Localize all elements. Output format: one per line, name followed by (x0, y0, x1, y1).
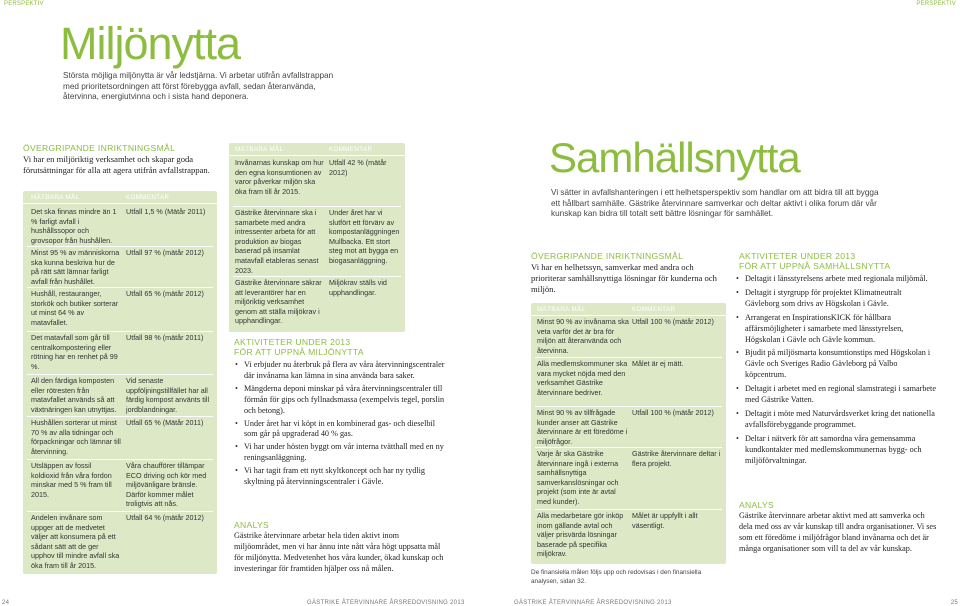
table-row-goal: Minst 95 % av människorna ska kunna beskriva hur de på rätt sätt lämnar farligt avfall från hushållet. (31, 248, 120, 286)
table-row-goal: Alla medlemskommuner ska vara mycket nöjda med den verksamhet Gästrike återvinnare bedriver. (537, 359, 628, 397)
table-row-comment: Miljökrav ställs vid upphandlingar. (329, 278, 387, 297)
col-head-comment: KOMMENTAR (329, 146, 373, 153)
table-row-goal: Hushållen sorterar ut minst 70 % av alla tidningar och förpackningar och lämnar till återvinning. (31, 418, 121, 456)
table-row-comment: Under året har vi slutfört ett förvärv av kompostanläggningen Mullbacka. Ett stort steg mot att bygga en biogasanläggning. (329, 208, 400, 265)
list-item: • Vi har under hösten byggt om vår interna tvätthall med en ny reningsanläggning. (234, 442, 446, 464)
table-row-goal: Andelen invånare som uppger att de medvetet väljer att konsumera på ett sådant sätt att de ger upphov till mindre avfall ska öka fram till år 2015. (31, 513, 120, 570)
table-row-comment: Vid senaste uppföljningstillfället har all färdig kompost använts till jordblandningar. (126, 376, 210, 414)
analysis-heading-right: ANALYS (739, 500, 775, 510)
list-item: • Mängderna deponi minskar på våra återvinningscentraler till förmån för gips och fyllnadsmassa (exempelvis tegel, porslin och betong). (234, 384, 446, 417)
goal-text-left: Vi har en miljöriktig verksamhet och skapar goda förutsättningar för alla att agera utifrån avfallstrappan. (23, 154, 210, 175)
page-number-left: 24 (2, 600, 10, 606)
list-item: • Vi har tagit fram ett nytt skyltkoncept och har ny tydlig skyltning på återvinningscentraler i Gävle. (234, 466, 446, 488)
table-row-goal: All den färdiga komposten eller rötresten från matavfallet används så att växtnäringen kan utnyttjas. (31, 376, 117, 414)
page-title-miljonytta: Miljönytta (60, 18, 241, 69)
col-head-comment: KOMMENTAR (126, 194, 170, 201)
section-tag-right: PERSPEKTIV (916, 1, 956, 7)
table-row-comment: Våra chaufförer tillämpar ECO driving och kör med miljövänligare bränsle. Därför kommer målet troligtvis att nås. (126, 461, 207, 509)
table-row-comment: Utfall 97 % (mätår 2012) (126, 248, 204, 257)
table-row-comment: Målet är uppfyllt i allt väsentligt. (632, 511, 698, 530)
analysis-text-left: Gästrike återvinnare arbetar hela tiden aktivt inom miljöområdet, men vi har ännu inte nått våra högt uppsatta mål för miljönytta. Medvetenhet hos våra kunder, ökad kunskap och investeringar för framtiden hjälper oss nå målen. (234, 531, 444, 573)
activities-heading-left: AKTIVITETER UNDER 2013 FÖR ATT UPPNÅ MILJÖNYTTA (234, 337, 364, 357)
activities-heading-right: AKTIVITETER UNDER 2013 FÖR ATT UPPNÅ SAMHÄLLSNYTTA (739, 251, 891, 271)
table-row-goal: Utsläppen av fossil koldioxid från våra fordon minskar med 5 % fram till 2015. (31, 461, 112, 499)
table-row-comment: Utfall 64 % (mätår 2012) (126, 513, 204, 522)
footer-text-left: GÄSTRIKE ÅTERVINNARE ÅRSREDOVISNING 2013 (307, 600, 465, 606)
table-row-goal: Minst 90 % av invånarna ska veta varför det är bra för miljön att återanvända och återvinna. (537, 317, 629, 355)
table-row-goal: Gästrike återvinnare säkrar att leverantörer har en miljöriktig verksamhet genom att ställa miljökrav i upphandlingar. (235, 278, 322, 326)
table-row-goal: Varje år ska Gästrike återvinnare ingå i externa samhällsnyttiga samverkanslösningar och projekt (som inte är avtal med kunder). (537, 449, 619, 506)
list-item: • Arrangerat en InspirationsKICK för hållbara affärsmöjligheter i samarbete med länsstyrelsen, Högskolan i Gävle och Gävle kommun. (735, 313, 937, 346)
table-row-goal: Hushåll, restauranger, storkök och butiker sorterar ut minst 64 % av matavfallet. (31, 289, 119, 327)
table-row-comment: Utfall 98 % (mätår 2011) (126, 333, 204, 342)
col-head-goals: MÄTBARA MÅL (537, 306, 586, 313)
section-tag-left: PERSPEKTIV (4, 1, 44, 7)
table-row-goal: Minst 90 % av tillfrågade kunder anser att Gästrike återvinnare är ett föredöme i miljöfrågor. (537, 408, 628, 446)
goal-text-right: Vi har en helhetssyn, samverkar med andra och prioriterar samhällsnyttiga lösningar för kunderna och miljön. (531, 262, 717, 294)
table-row-comment: Utfall 100 % (mätår 2012) (632, 408, 714, 417)
table-row-goal: Det matavfall som går till centralkompostering eller rötning har en renhet på 99 %. (31, 333, 118, 371)
table-row-comment: Målet är ej mätt. (632, 359, 684, 368)
col-head-comment: KOMMENTAR (632, 306, 676, 313)
analysis-heading-left: ANALYS (234, 520, 270, 530)
goal-table-right (531, 303, 726, 564)
list-item: • Vi erbjuder nu återbruk på flera av våra återvinningscentraler där invånarna kan lämna in sina använda bara saker. (234, 360, 446, 382)
col-head-goals: MÄTBARA MÅL (235, 146, 284, 153)
table-row-goal: Det ska finnas mindre än 1 % farligt avfall i hushållssopor och grovsopor från hushållen. (31, 207, 117, 245)
footnote: De finansiella målen följs upp och redovisas i den finansiella analysen, sidan 32. (531, 569, 702, 585)
list-item: • Deltagit i arbetet med en regional slamstrategi i samarbete med Gästrike Vatten. (735, 384, 937, 406)
activities-list-right (735, 274, 937, 467)
intro-text-right: Vi sätter in avfallshanteringen i ett helhetsperspektiv som handlar om att bidra till att bygga ett hållbart samhälle. Gästrike återvinnare samverkar och deltar aktivt i olika forum där vår kunskap kan bidra till totalt sett bättre lösningar för samhället. (551, 188, 879, 219)
col-head-goals: MÄTBARA MÅL (31, 194, 80, 201)
list-item: • Deltagit i möte med Naturvårdsverket kring det nationella avfallsförebyggande programmet. (735, 409, 937, 431)
activities-list-left (234, 360, 446, 488)
table-row-comment: Gästrike återvinnare deltar i flera projekt. (632, 449, 721, 468)
footer-text-right: GÄSTRIKE ÅTERVINNARE ÅRSREDOVISNING 2013 (514, 600, 672, 606)
table-row-goal: Gästrike återvinnare ska i samarbete med andra intressenter arbeta för att produktion av biogas baserad på insamlat matavfall etableras senast 2023. (235, 208, 319, 275)
page-number-right: 25 (950, 600, 958, 606)
list-item: • Deltagit i länsstyrelsens arbete med regionala miljömål. (735, 274, 937, 285)
list-item: • Bjudit på miljösmarta konsumtionstips med Högskolan i Gävle och Sveriges Radio Gävleborg på Valbo köpcentrum. (735, 348, 937, 381)
table-row-comment: Utfall 100 % (mätår 2012) (632, 317, 714, 326)
goal-table-left-2 (229, 143, 405, 332)
analysis-text-right: Gästrike återvinnare arbetar aktivt med att samverka och dela med oss av vår kunskap till andra organisationer. Vi ses som ett föredöme i miljöfrågor bland invånarna och det är många organisationer som vill ta del av vår kunskap. (739, 511, 937, 553)
goal-heading-right: ÖVERGRIPANDE INRIKTNINGSMÅL (531, 251, 684, 261)
table-row-comment: Utfall 65 % (mätår 2012) (126, 289, 204, 298)
list-item: • Under året har vi köpt in en kombinerad gas- och dieselbil som går på upgraderad 40 % gas. (234, 419, 446, 441)
table-row-goal: Invånarnas kunskap om hur den egna konsumtionen av varor påverkar miljön ska öka fram till år 2015. (235, 158, 324, 196)
goal-heading-left: ÖVERGRIPANDE INRIKTNINGSMÅL (23, 143, 176, 153)
list-item: • Deltagit i styrgrupp för projektet Klimatneutralt Gävleborg som drivs av Högskolan i Gävle. (735, 288, 937, 310)
intro-text-left: Största möjliga miljönytta är vår ledstjärna. Vi arbetar utifrån avfallstrappan med prioritetsordningen att först förebygga avfall, sedan återanvända, återvinna, energiutvinna och i sista hand deponera. (63, 71, 334, 102)
table-row-comment: Utfall 1,5 % (Mätår 2011) (126, 207, 206, 216)
table-row-comment: Utfall 65 % (Mätår 2011) (126, 418, 204, 427)
list-item: • Deltar i nätverk för att samordna våra gemensamma kundkontakter med medlemskommunernas bygg- och miljöförvaltningar. (735, 434, 937, 467)
page-title-samhallsnytta: Samhällsnytta (549, 134, 800, 181)
table-row-goal: Alla medarbetare gör inköp inom gällande avtal och väljer prisvärda lösningar baserade på specifika miljökrav. (537, 511, 624, 559)
table-row-comment: Utfall 42 % (mätår 2012) (329, 158, 387, 177)
goal-table-left (23, 191, 217, 574)
